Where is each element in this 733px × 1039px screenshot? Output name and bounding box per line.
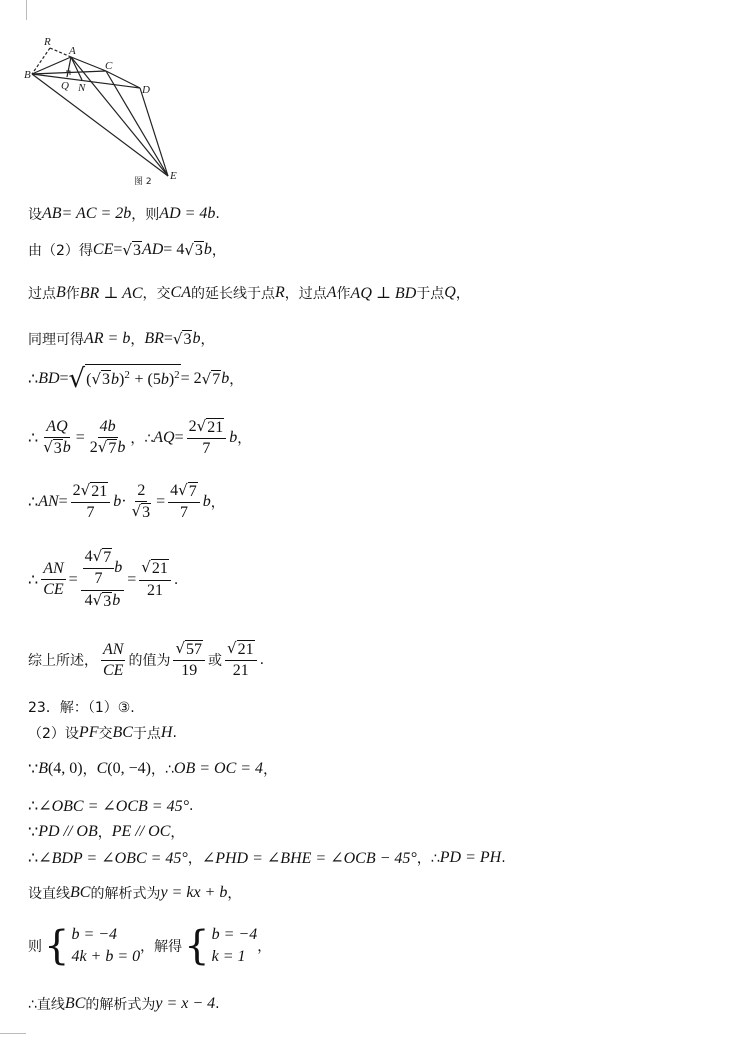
line-17 <box>28 924 271 969</box>
math: b <box>160 370 169 388</box>
math: + <box>134 370 148 388</box>
therefore: ∴ <box>28 850 39 867</box>
math: = 4 <box>163 241 185 258</box>
math: AQ ⊥ BD <box>350 285 417 302</box>
text: ， <box>210 495 225 512</box>
math: AD = 4b <box>159 205 216 222</box>
text: 于点 <box>132 726 161 742</box>
geometry-figure <box>22 30 222 230</box>
fraction: AQ √ 3 b <box>43 418 71 458</box>
radicand: 7 <box>108 440 117 458</box>
complex-fraction: 4 √ 7 7 b 4 √ 3 b <box>81 548 125 611</box>
denominator: 7 <box>202 440 211 458</box>
math: AN <box>38 493 59 511</box>
math: OB = OC = 4 <box>173 760 264 777</box>
text: ， <box>82 762 97 778</box>
math: PE // OC <box>111 823 171 840</box>
figure-caption: 图 2 <box>134 177 152 187</box>
math: ∠PHD = ∠BHE = ∠OCB − 45° <box>201 850 417 867</box>
line-4 <box>28 329 214 349</box>
text: 设直线 <box>28 886 70 902</box>
therefore: ∴ <box>28 371 39 388</box>
seg-r-a <box>50 48 71 57</box>
math: AD <box>141 241 164 258</box>
math: b <box>111 370 120 388</box>
fraction: √ 21 21 <box>225 640 257 681</box>
line-8 <box>28 548 178 611</box>
text: ， <box>257 939 272 956</box>
math: 4 <box>170 482 179 499</box>
denominator: 21 <box>147 581 164 599</box>
label-n: N <box>78 82 86 94</box>
label-a: A <box>69 45 76 57</box>
label-d: D <box>142 84 150 96</box>
left-brace: { <box>184 923 210 970</box>
math: = <box>127 570 137 588</box>
text: ，交 <box>142 286 171 302</box>
radicand: 21 <box>151 560 168 578</box>
line-14 <box>28 822 184 842</box>
line-15 <box>28 848 506 868</box>
text: ，过点 <box>284 286 327 302</box>
math: BC <box>70 884 91 901</box>
fraction: √ 57 19 <box>173 640 205 681</box>
text: ， <box>229 372 244 388</box>
text: . <box>189 798 194 814</box>
denominator: 19 <box>181 662 198 680</box>
text: 的值为 <box>128 653 171 670</box>
therefore: ∴ <box>28 571 39 589</box>
math: = AC = 2b <box>61 205 132 222</box>
radicand: 3 <box>194 241 203 259</box>
text: ，∴ <box>130 431 154 448</box>
denominator: 7 <box>86 504 95 522</box>
math: (0, −4) <box>107 760 151 777</box>
line-18 <box>28 994 220 1014</box>
math: CE <box>92 241 114 258</box>
seg-d-e <box>140 88 168 176</box>
therefore: ∴ <box>28 430 39 448</box>
fraction <box>41 560 65 600</box>
math: = <box>58 493 68 511</box>
exponent: 2 <box>174 369 180 381</box>
text: 设 <box>28 207 42 223</box>
because: ∵ <box>28 824 39 841</box>
math: 4 <box>84 591 93 609</box>
math: BR ⊥ AC <box>79 285 143 302</box>
text: 由（2）得 <box>28 243 93 259</box>
math: · <box>121 493 127 511</box>
text: 则 <box>28 939 42 956</box>
line-1 <box>28 204 220 224</box>
math: b <box>202 493 211 511</box>
math: b <box>114 559 123 577</box>
math: BD <box>38 370 60 387</box>
text: ， <box>97 825 112 841</box>
math: B <box>38 760 48 777</box>
line-5 <box>28 364 243 394</box>
math: b <box>203 241 212 258</box>
text: . <box>259 652 265 669</box>
line-9 <box>28 640 264 681</box>
equation: 4k + b = 0 <box>71 948 141 966</box>
fraction: 4b 2 √ 7 b <box>89 418 126 458</box>
denominator: CE <box>103 661 124 679</box>
line-16 <box>28 883 241 903</box>
denominator: 7 <box>94 570 103 588</box>
math: = <box>68 570 78 588</box>
text: 或 <box>208 653 223 670</box>
math: b <box>192 330 201 347</box>
math: b <box>113 493 122 511</box>
question-heading: 23．解：（1）③. <box>28 700 135 716</box>
math: 2 <box>89 439 98 457</box>
denominator: 21 <box>232 662 249 680</box>
radicand: 3 <box>53 440 62 458</box>
line-13 <box>28 796 193 816</box>
text: 过点 <box>28 286 56 302</box>
line-12 <box>28 759 277 779</box>
numerator: AN <box>41 560 65 580</box>
math: b <box>229 429 238 447</box>
sqrt: √ 3 <box>122 240 141 259</box>
math: H <box>160 724 173 741</box>
denominator: 7 <box>179 504 188 522</box>
sqrt: √ 3 <box>172 329 192 348</box>
radicand: 7 <box>212 370 221 388</box>
math: PF <box>78 724 99 741</box>
text: 作 <box>65 286 80 302</box>
line-6 <box>28 418 251 459</box>
line-2 <box>28 240 226 260</box>
math: y = kx + b <box>160 884 228 901</box>
math: = 2 <box>180 370 202 387</box>
text: ，则 <box>131 207 160 223</box>
fraction: 4 √ 7 7 <box>168 482 200 523</box>
text: ， <box>187 851 202 867</box>
math: PD // OB <box>38 823 98 840</box>
equation-system <box>71 924 140 969</box>
numerator: AQ <box>44 418 69 438</box>
math: A <box>326 284 337 301</box>
radicand: 7 <box>103 549 112 566</box>
math: CA <box>170 284 191 301</box>
text: ， <box>170 825 185 841</box>
line-10 <box>28 697 135 717</box>
therefore: ∴ <box>28 494 39 512</box>
math: BC <box>64 995 86 1012</box>
label-q: Q <box>61 80 69 92</box>
text: （2）设 <box>28 726 79 742</box>
math: BC <box>112 724 133 741</box>
math: b <box>221 370 230 387</box>
text: 同理可得 <box>28 332 84 348</box>
equation: b = −4 <box>211 926 258 943</box>
text: 的解析式为 <box>85 997 156 1013</box>
page-corner-mark-bottom <box>0 1033 26 1034</box>
text: . <box>173 571 179 588</box>
numerator: AN <box>101 641 125 661</box>
text: . <box>172 725 177 741</box>
label-e: E <box>170 170 177 182</box>
text: . <box>215 996 220 1012</box>
radicand: 3 <box>132 241 141 259</box>
text: 的解析式为 <box>90 886 161 902</box>
math: Q <box>444 284 456 301</box>
numerator: 4b <box>98 418 118 438</box>
text: ， <box>227 886 242 902</box>
text: 综上所述， <box>28 653 98 670</box>
math: AB <box>42 205 62 222</box>
text: ， <box>237 431 252 448</box>
sqrt: √ 3 <box>91 369 111 388</box>
text: 交 <box>98 726 113 742</box>
math: ) <box>168 370 175 388</box>
denominator: CE <box>43 581 64 599</box>
sqrt: √ 7 <box>201 369 221 388</box>
math: = <box>163 330 173 347</box>
fraction: 2 √ 21 7 <box>71 482 111 523</box>
text: ， <box>211 243 226 259</box>
math: (4, 0) <box>47 760 83 777</box>
radicand: 21 <box>237 641 254 658</box>
fraction <box>101 641 125 681</box>
math: b <box>117 439 126 457</box>
page-corner-mark-top <box>26 0 27 20</box>
radicand: 3 <box>142 504 151 522</box>
math: 4 <box>84 548 93 565</box>
text: ，解得 <box>140 939 183 956</box>
math: AR = b <box>84 330 131 347</box>
math: R <box>274 284 285 301</box>
fraction: 2 √ 21 7 <box>187 418 227 459</box>
math: (5 <box>147 370 161 388</box>
radicand: 3 <box>183 330 192 348</box>
fraction: 4 √ 7 7 <box>83 548 115 589</box>
radicand: 3 <box>102 370 111 388</box>
radicand: 57 <box>186 641 203 658</box>
text: ，∴ <box>416 851 440 867</box>
text: 作 <box>336 286 351 302</box>
seg-a-e <box>71 57 168 176</box>
math: ∠OBC = ∠OCB = 45° <box>38 798 189 815</box>
fraction: 2 √ 3 <box>131 482 151 522</box>
math: 2 <box>188 418 197 435</box>
math: = <box>156 493 166 511</box>
math: B <box>56 284 66 301</box>
label-r: R <box>44 36 51 48</box>
math: = <box>174 429 184 447</box>
equation: b = −4 <box>71 926 118 943</box>
text: 于点 <box>416 286 445 302</box>
math: C <box>96 760 108 777</box>
text: 的延长线于点 <box>190 286 275 302</box>
label-c: C <box>105 60 113 72</box>
label-b: B <box>24 69 31 81</box>
math: = <box>113 241 123 258</box>
text: ， <box>130 332 145 348</box>
math: y = x − 4 <box>155 995 216 1012</box>
math: 2 <box>72 482 81 499</box>
math: ∠BDP = ∠OBC = 45° <box>38 850 188 867</box>
radicand: 21 <box>207 419 224 436</box>
therefore: ∴ <box>28 798 39 815</box>
sqrt: √ 3 <box>184 240 203 259</box>
text: ，∴ <box>150 762 174 778</box>
text: ， <box>455 286 470 302</box>
radicand: 3 <box>103 592 112 610</box>
text: ， <box>263 762 278 778</box>
text: ， <box>200 332 215 348</box>
text: . <box>501 850 506 866</box>
because: ∵ <box>28 761 39 778</box>
line-11 <box>28 723 177 743</box>
fraction: √ 21 21 <box>139 559 171 600</box>
numerator: 2 <box>135 482 147 502</box>
radicand: 21 <box>91 483 108 500</box>
math: PD = PH <box>439 849 502 866</box>
math: = <box>75 429 85 447</box>
radicand: 7 <box>188 483 197 500</box>
math: = <box>59 370 69 387</box>
exponent: 2 <box>124 369 130 381</box>
math: BR <box>144 330 164 347</box>
text: . <box>215 206 220 222</box>
line-3 <box>28 283 470 303</box>
math: AQ <box>153 429 175 447</box>
equation: k = 1 <box>211 948 246 966</box>
line-7 <box>28 482 225 523</box>
math: b <box>112 591 121 609</box>
equation-system <box>212 924 258 969</box>
big-sqrt: √ ( √ 3 $b)^2 + (5b)^2$ <box>68 364 180 394</box>
text: ∴直线 <box>28 997 65 1013</box>
left-brace: { <box>44 923 70 970</box>
math: b <box>62 439 71 457</box>
